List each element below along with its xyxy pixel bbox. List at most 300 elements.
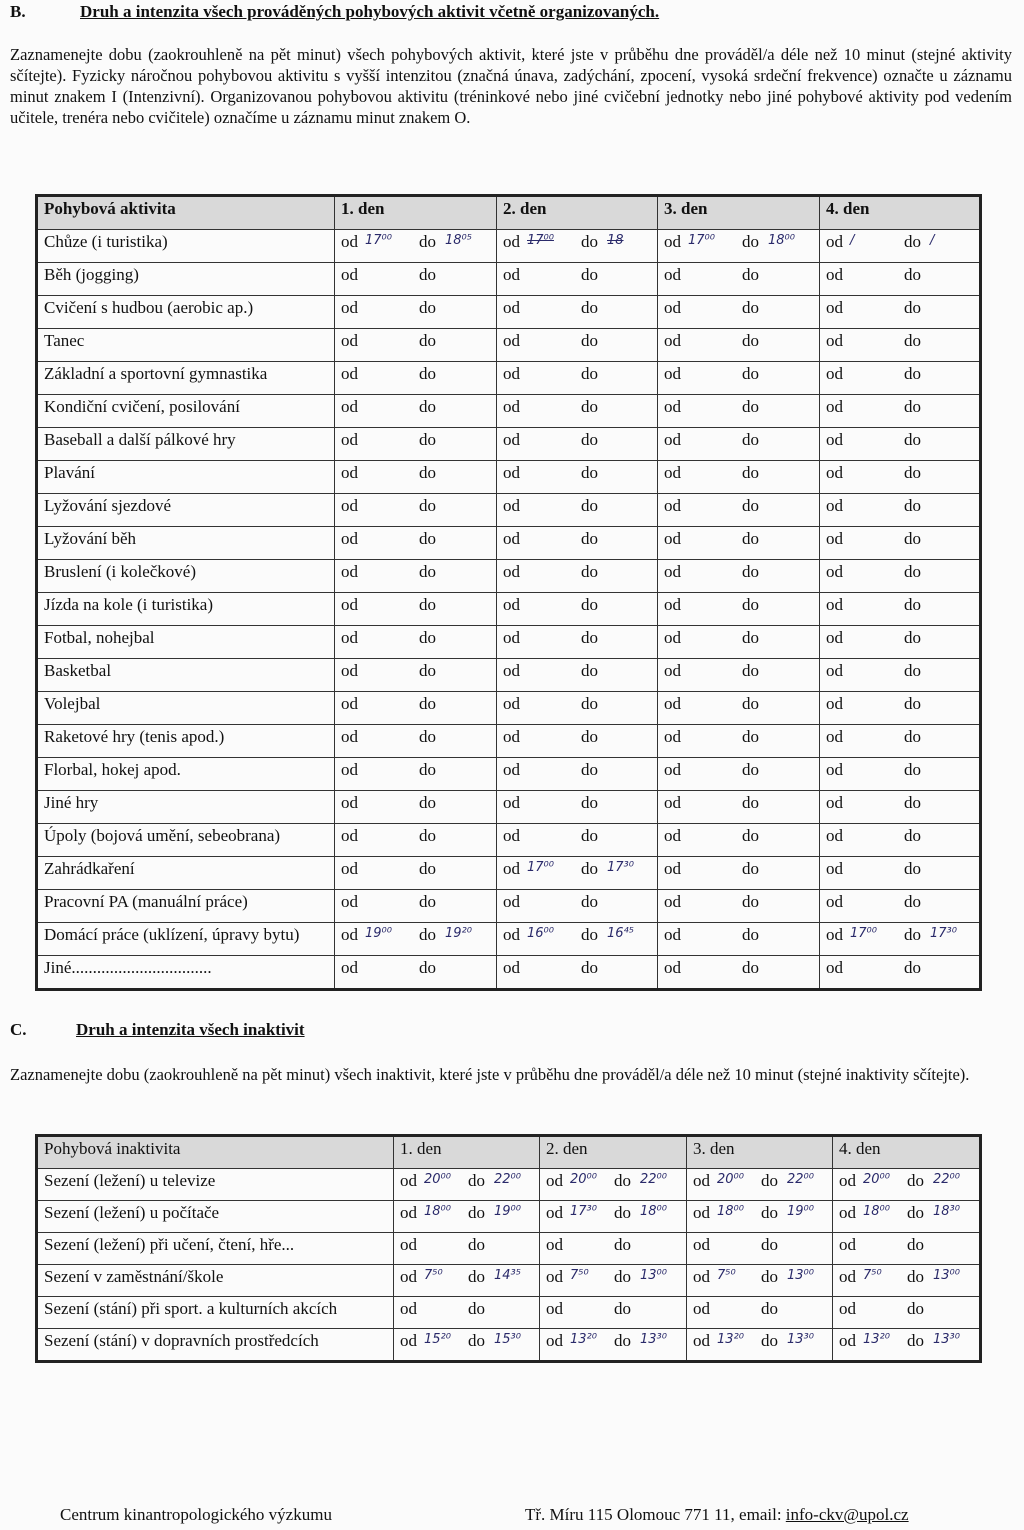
- header-day-1: 1. den: [394, 1136, 540, 1169]
- day-1-time-cell[interactable]: [394, 1169, 540, 1201]
- day-2-time-cell[interactable]: [497, 527, 658, 560]
- day-4-time-cell[interactable]: [820, 725, 981, 758]
- day-3-time-cell[interactable]: [658, 395, 820, 428]
- day-2-time-cell[interactable]: [497, 758, 658, 791]
- header-activity: Pohybová aktivita: [37, 196, 335, 230]
- header-day-3: 3. den: [658, 196, 820, 230]
- activity-row: [37, 560, 981, 593]
- header-day-4: 4. den: [820, 196, 981, 230]
- day-2-time-cell[interactable]: [540, 1265, 687, 1297]
- od-label: od: [341, 364, 358, 383]
- day-1-time-cell[interactable]: [335, 395, 497, 428]
- day-1-time-cell[interactable]: [335, 593, 497, 626]
- handwritten-end-time: 22⁰⁰: [494, 1172, 521, 1187]
- day-1-time-cell[interactable]: [394, 1201, 540, 1233]
- handwritten-start-time: 17⁰⁰: [850, 926, 877, 941]
- day-2-time-cell[interactable]: [497, 230, 658, 263]
- handwritten-start-time: 7⁵⁰: [570, 1268, 589, 1283]
- section-c-letter: C.: [10, 1020, 27, 1039]
- day-2-time-cell[interactable]: [497, 791, 658, 824]
- day-1-time-cell[interactable]: [335, 857, 497, 890]
- od-label: od: [341, 661, 358, 680]
- do-label: do: [761, 1267, 778, 1286]
- header-day-2: 2. den: [497, 196, 658, 230]
- od-label: od: [400, 1171, 417, 1190]
- do-label: do: [614, 1267, 631, 1286]
- day-3-time-cell[interactable]: [687, 1169, 833, 1201]
- do-label: do: [904, 925, 921, 944]
- do-label: do: [907, 1331, 924, 1350]
- od-label: od: [826, 760, 843, 779]
- handwritten-end-time: 13³⁰: [933, 1332, 960, 1347]
- day-4-time-cell[interactable]: [820, 923, 981, 956]
- handwritten-start-time: 17⁰⁰: [527, 860, 554, 875]
- handwritten-end-time: 13⁰⁰: [640, 1268, 667, 1283]
- day-1-time-cell[interactable]: [335, 329, 497, 362]
- section-b-letter: B.: [10, 2, 26, 21]
- do-label: do: [581, 925, 598, 944]
- do-label: do: [419, 496, 436, 515]
- handwritten-end-time: 18³⁰: [933, 1204, 960, 1219]
- day-3-time-cell[interactable]: [658, 461, 820, 494]
- do-label: do: [742, 661, 759, 680]
- activity-name: Kondiční cvičení, posilování: [37, 395, 335, 428]
- od-label: od: [664, 727, 681, 746]
- od-label: od: [341, 595, 358, 614]
- od-label: od: [664, 760, 681, 779]
- do-label: do: [419, 298, 436, 317]
- footer-email-link[interactable]: info-ckv@upol.cz: [785, 1505, 909, 1524]
- day-2-time-cell[interactable]: [540, 1329, 687, 1362]
- activity-row: [37, 362, 981, 395]
- do-label: do: [904, 661, 921, 680]
- do-label: do: [904, 430, 921, 449]
- day-4-time-cell[interactable]: [820, 593, 981, 626]
- od-label: od: [826, 958, 843, 977]
- day-2-time-cell[interactable]: [497, 593, 658, 626]
- do-label: do: [581, 760, 598, 779]
- do-label: do: [904, 463, 921, 482]
- day-1-time-cell[interactable]: [335, 758, 497, 791]
- od-label: od: [503, 364, 520, 383]
- day-3-time-cell[interactable]: [658, 560, 820, 593]
- do-label: do: [581, 331, 598, 350]
- day-4-time-cell[interactable]: [833, 1297, 981, 1329]
- day-3-time-cell[interactable]: [658, 593, 820, 626]
- od-label: od: [400, 1203, 417, 1222]
- od-label: od: [826, 496, 843, 515]
- day-1-time-cell[interactable]: [335, 560, 497, 593]
- do-label: do: [419, 364, 436, 383]
- handwritten-start-time: 13²⁰: [717, 1332, 744, 1347]
- handwritten-start-time: 17⁰⁰: [365, 233, 392, 248]
- do-label: do: [904, 826, 921, 845]
- od-label: od: [503, 661, 520, 680]
- od-label: od: [503, 925, 520, 944]
- handwritten-start-time: 15²⁰: [424, 1332, 451, 1347]
- od-label: od: [546, 1331, 563, 1350]
- handwritten-start-time: 13²⁰: [570, 1332, 597, 1347]
- day-4-time-cell[interactable]: [833, 1169, 981, 1201]
- day-3-time-cell[interactable]: [658, 626, 820, 659]
- do-label: do: [907, 1235, 924, 1254]
- handwritten-end-time: 19⁰⁰: [787, 1204, 814, 1219]
- od-label: od: [341, 496, 358, 515]
- do-label: do: [904, 397, 921, 416]
- day-1-time-cell[interactable]: [335, 890, 497, 923]
- day-2-time-cell[interactable]: [497, 692, 658, 725]
- day-3-time-cell[interactable]: [658, 428, 820, 461]
- od-label: od: [839, 1267, 856, 1286]
- day-3-time-cell[interactable]: [658, 230, 820, 263]
- day-1-time-cell[interactable]: [335, 791, 497, 824]
- day-3-time-cell[interactable]: [658, 296, 820, 329]
- day-2-time-cell[interactable]: [497, 725, 658, 758]
- do-label: do: [581, 364, 598, 383]
- od-label: od: [826, 364, 843, 383]
- activity-row: [37, 395, 981, 428]
- day-4-time-cell[interactable]: [833, 1201, 981, 1233]
- day-2-time-cell[interactable]: [497, 428, 658, 461]
- activity-row: [37, 527, 981, 560]
- day-3-time-cell[interactable]: [658, 362, 820, 395]
- day-4-time-cell[interactable]: [820, 362, 981, 395]
- day-1-time-cell[interactable]: [335, 725, 497, 758]
- day-1-time-cell[interactable]: [335, 296, 497, 329]
- day-2-time-cell[interactable]: [497, 362, 658, 395]
- do-label: do: [581, 661, 598, 680]
- do-label: do: [904, 760, 921, 779]
- day-2-time-cell[interactable]: [497, 626, 658, 659]
- day-2-time-cell[interactable]: [497, 956, 658, 990]
- od-label: od: [341, 331, 358, 350]
- activity-name: Běh (jogging): [37, 263, 335, 296]
- day-4-time-cell[interactable]: [820, 560, 981, 593]
- day-4-time-cell[interactable]: [820, 626, 981, 659]
- section-c-instructions: Zaznamenejte dobu (zaokrouhleně na pět minut) všech inaktivit, které jste v průběhu dne prováděl/a déle než 10 minut (stejné inaktivity sčítejte).: [10, 1065, 970, 1084]
- handwritten-end-time: 18⁰⁰: [640, 1204, 667, 1219]
- od-label: od: [664, 958, 681, 977]
- activity-name: Zahrádkaření: [37, 857, 335, 890]
- day-4-time-cell[interactable]: [833, 1233, 981, 1265]
- day-3-time-cell[interactable]: [687, 1329, 833, 1362]
- day-2-time-cell[interactable]: [540, 1201, 687, 1233]
- do-label: do: [581, 430, 598, 449]
- inactivity-table: [35, 1134, 982, 1363]
- od-label: od: [693, 1299, 710, 1318]
- day-2-time-cell[interactable]: [497, 857, 658, 890]
- od-label: od: [546, 1299, 563, 1318]
- day-3-time-cell[interactable]: [687, 1297, 833, 1329]
- do-label: do: [419, 397, 436, 416]
- do-label: do: [419, 760, 436, 779]
- day-1-time-cell[interactable]: [335, 362, 497, 395]
- day-3-time-cell[interactable]: [658, 263, 820, 296]
- od-label: od: [341, 793, 358, 812]
- od-label: od: [341, 529, 358, 548]
- activity-row: [37, 758, 981, 791]
- activity-row: [37, 890, 981, 923]
- od-label: od: [693, 1171, 710, 1190]
- footer-contact: [525, 1505, 909, 1525]
- handwritten-start-time: 17³⁰: [570, 1204, 597, 1219]
- od-label: od: [826, 826, 843, 845]
- day-4-time-cell[interactable]: [820, 692, 981, 725]
- day-2-time-cell[interactable]: [540, 1169, 687, 1201]
- do-label: do: [904, 265, 921, 284]
- handwritten-end-time: 14³⁵: [494, 1268, 521, 1283]
- od-label: od: [546, 1235, 563, 1254]
- day-1-time-cell[interactable]: [335, 461, 497, 494]
- handwritten-end-time: 19²⁰: [445, 926, 472, 941]
- do-label: do: [419, 727, 436, 746]
- od-label: od: [503, 562, 520, 581]
- activity-row: [37, 857, 981, 890]
- day-3-time-cell[interactable]: [687, 1233, 833, 1265]
- do-label: do: [468, 1203, 485, 1222]
- day-4-time-cell[interactable]: [820, 461, 981, 494]
- od-label: od: [839, 1299, 856, 1318]
- handwritten-end-time: 22⁰⁰: [787, 1172, 814, 1187]
- day-3-time-cell[interactable]: [687, 1265, 833, 1297]
- handwritten-start-time: 20⁰⁰: [570, 1172, 597, 1187]
- od-label: od: [664, 826, 681, 845]
- do-label: do: [581, 826, 598, 845]
- day-4-time-cell[interactable]: [820, 857, 981, 890]
- do-label: do: [581, 265, 598, 284]
- day-3-time-cell[interactable]: [658, 824, 820, 857]
- day-1-time-cell[interactable]: [394, 1265, 540, 1297]
- do-label: do: [904, 727, 921, 746]
- do-label: do: [904, 331, 921, 350]
- section-b-title: Druh a intenzita všech prováděných pohybových aktivit včetně organizovaných.: [80, 2, 660, 21]
- handwritten-end-time: 17³⁰: [607, 860, 634, 875]
- do-label: do: [742, 397, 759, 416]
- day-2-time-cell[interactable]: [497, 923, 658, 956]
- od-label: od: [826, 430, 843, 449]
- day-2-time-cell[interactable]: [497, 560, 658, 593]
- activity-row: [37, 824, 981, 857]
- day-1-time-cell[interactable]: [335, 626, 497, 659]
- day-1-time-cell[interactable]: [394, 1297, 540, 1329]
- od-label: od: [826, 265, 843, 284]
- day-3-time-cell[interactable]: [658, 956, 820, 990]
- do-label: do: [761, 1203, 778, 1222]
- table-header-row: [37, 1136, 981, 1169]
- day-4-time-cell[interactable]: [820, 890, 981, 923]
- handwritten-end-time: 22⁰⁰: [640, 1172, 667, 1187]
- day-1-time-cell[interactable]: [335, 527, 497, 560]
- od-label: od: [664, 793, 681, 812]
- day-4-time-cell[interactable]: [833, 1265, 981, 1297]
- do-label: do: [419, 265, 436, 284]
- od-label: od: [341, 298, 358, 317]
- handwritten-start-time: 17⁰⁰: [527, 233, 554, 248]
- day-3-time-cell[interactable]: [658, 857, 820, 890]
- day-2-time-cell[interactable]: [497, 461, 658, 494]
- day-1-time-cell[interactable]: [335, 659, 497, 692]
- handwritten-start-time: /: [850, 233, 855, 248]
- day-1-time-cell[interactable]: [335, 263, 497, 296]
- do-label: do: [614, 1299, 631, 1318]
- day-3-time-cell[interactable]: [658, 659, 820, 692]
- od-label: od: [503, 826, 520, 845]
- day-2-time-cell[interactable]: [540, 1233, 687, 1265]
- day-3-time-cell[interactable]: [687, 1201, 833, 1233]
- day-4-time-cell[interactable]: [820, 494, 981, 527]
- day-4-time-cell[interactable]: [820, 329, 981, 362]
- day-3-time-cell[interactable]: [658, 527, 820, 560]
- do-label: do: [742, 925, 759, 944]
- day-3-time-cell[interactable]: [658, 725, 820, 758]
- day-1-time-cell[interactable]: [394, 1329, 540, 1362]
- day-2-time-cell[interactable]: [497, 659, 658, 692]
- day-1-time-cell[interactable]: [335, 494, 497, 527]
- od-label: od: [826, 694, 843, 713]
- do-label: do: [742, 958, 759, 977]
- od-label: od: [503, 859, 520, 878]
- day-4-time-cell[interactable]: [820, 659, 981, 692]
- do-label: do: [742, 826, 759, 845]
- day-2-time-cell[interactable]: [497, 329, 658, 362]
- day-4-time-cell[interactable]: [820, 263, 981, 296]
- day-1-time-cell[interactable]: [335, 824, 497, 857]
- od-label: od: [826, 661, 843, 680]
- handwritten-start-time: 7⁵⁰: [863, 1268, 882, 1283]
- day-2-time-cell[interactable]: [497, 395, 658, 428]
- day-1-time-cell[interactable]: [335, 956, 497, 990]
- do-label: do: [468, 1235, 485, 1254]
- do-label: do: [419, 562, 436, 581]
- activity-name: Základní a sportovní gymnastika: [37, 362, 335, 395]
- day-4-time-cell[interactable]: [820, 791, 981, 824]
- handwritten-start-time: 18⁰⁰: [717, 1204, 744, 1219]
- handwritten-start-time: 7⁵⁰: [717, 1268, 736, 1283]
- do-label: do: [904, 694, 921, 713]
- day-4-time-cell[interactable]: [820, 428, 981, 461]
- handwritten-end-time: 17³⁰: [930, 926, 957, 941]
- od-label: od: [546, 1171, 563, 1190]
- od-label: od: [664, 364, 681, 383]
- activity-row: [37, 494, 981, 527]
- od-label: od: [664, 529, 681, 548]
- do-label: do: [581, 397, 598, 416]
- day-2-time-cell[interactable]: [497, 263, 658, 296]
- do-label: do: [581, 595, 598, 614]
- do-label: do: [904, 562, 921, 581]
- day-3-time-cell[interactable]: [658, 758, 820, 791]
- od-label: od: [826, 397, 843, 416]
- od-label: od: [826, 298, 843, 317]
- day-3-time-cell[interactable]: [658, 692, 820, 725]
- do-label: do: [581, 232, 598, 251]
- day-4-time-cell[interactable]: [833, 1329, 981, 1362]
- od-label: od: [503, 232, 520, 251]
- activity-row: [37, 296, 981, 329]
- od-label: od: [693, 1331, 710, 1350]
- do-label: do: [904, 496, 921, 515]
- day-3-time-cell[interactable]: [658, 791, 820, 824]
- handwritten-end-time: 18⁰⁰: [768, 233, 795, 248]
- day-4-time-cell[interactable]: [820, 230, 981, 263]
- activity-row: [37, 725, 981, 758]
- od-label: od: [826, 463, 843, 482]
- activity-name: Jiné.................................: [37, 956, 335, 990]
- day-4-time-cell[interactable]: [820, 956, 981, 990]
- handwritten-start-time: 17⁰⁰: [688, 233, 715, 248]
- od-label: od: [664, 331, 681, 350]
- od-label: od: [826, 793, 843, 812]
- day-4-time-cell[interactable]: [820, 824, 981, 857]
- footer-address: Tř. Míru 115 Olomouc 771 11, email:: [525, 1505, 786, 1524]
- do-label: do: [419, 793, 436, 812]
- do-label: do: [761, 1299, 778, 1318]
- day-1-time-cell[interactable]: [335, 692, 497, 725]
- od-label: od: [341, 958, 358, 977]
- activity-name: Sezení (stání) při sport. a kulturních akcích: [37, 1297, 394, 1329]
- handwritten-start-time: 19⁰⁰: [365, 926, 392, 941]
- do-label: do: [419, 958, 436, 977]
- do-label: do: [419, 232, 436, 251]
- do-label: do: [742, 694, 759, 713]
- section-c-heading: [10, 1020, 305, 1040]
- od-label: od: [503, 331, 520, 350]
- do-label: do: [581, 892, 598, 911]
- od-label: od: [341, 562, 358, 581]
- day-1-time-cell[interactable]: [394, 1233, 540, 1265]
- do-label: do: [904, 859, 921, 878]
- od-label: od: [341, 463, 358, 482]
- od-label: od: [503, 496, 520, 515]
- od-label: od: [826, 595, 843, 614]
- handwritten-start-time: 18⁰⁰: [424, 1204, 451, 1219]
- activity-row: [37, 230, 981, 263]
- day-2-time-cell[interactable]: [497, 890, 658, 923]
- day-1-time-cell[interactable]: [335, 230, 497, 263]
- day-4-time-cell[interactable]: [820, 296, 981, 329]
- day-2-time-cell[interactable]: [540, 1297, 687, 1329]
- day-4-time-cell[interactable]: [820, 758, 981, 791]
- od-label: od: [341, 760, 358, 779]
- day-3-time-cell[interactable]: [658, 329, 820, 362]
- do-label: do: [581, 562, 598, 581]
- do-label: do: [581, 628, 598, 647]
- day-2-time-cell[interactable]: [497, 824, 658, 857]
- day-3-time-cell[interactable]: [658, 890, 820, 923]
- od-label: od: [341, 397, 358, 416]
- day-4-time-cell[interactable]: [820, 527, 981, 560]
- do-label: do: [468, 1331, 485, 1350]
- activity-name: Volejbal: [37, 692, 335, 725]
- day-2-time-cell[interactable]: [497, 494, 658, 527]
- activity-name: Lyžování sjezdové: [37, 494, 335, 527]
- activity-name: Plavání: [37, 461, 335, 494]
- day-1-time-cell[interactable]: [335, 923, 497, 956]
- activity-name: Jiné hry: [37, 791, 335, 824]
- handwritten-end-time: 19⁰⁰: [494, 1204, 521, 1219]
- do-label: do: [581, 727, 598, 746]
- day-4-time-cell[interactable]: [820, 395, 981, 428]
- day-1-time-cell[interactable]: [335, 428, 497, 461]
- day-3-time-cell[interactable]: [658, 923, 820, 956]
- handwritten-end-time: 13⁰⁰: [787, 1268, 814, 1283]
- day-2-time-cell[interactable]: [497, 296, 658, 329]
- inactivity-row: [37, 1169, 981, 1201]
- od-label: od: [503, 727, 520, 746]
- od-label: od: [341, 859, 358, 878]
- od-label: od: [664, 859, 681, 878]
- day-3-time-cell[interactable]: [658, 494, 820, 527]
